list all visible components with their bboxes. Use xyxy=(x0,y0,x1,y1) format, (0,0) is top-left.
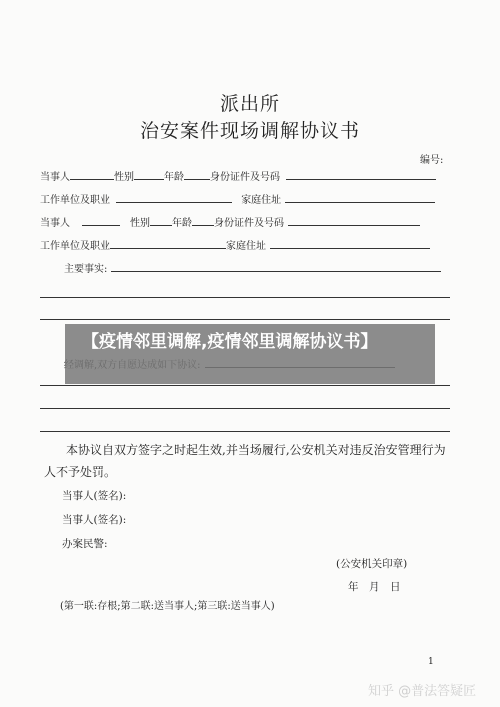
party2-age-label: 年龄 xyxy=(172,218,192,229)
party2-home-line xyxy=(270,239,430,249)
caption-text: 【疫情邻里调解,疫情邻里调解协议书】 xyxy=(82,332,378,352)
party2-home-label: 家庭住址 xyxy=(226,241,266,252)
facts-line-2 xyxy=(40,297,450,298)
party2-work-label: 工作单位及职业 xyxy=(40,241,110,252)
party2-id-line xyxy=(288,216,420,226)
party2-id-label: 身份证件及号码 xyxy=(214,218,284,229)
party2-work-line xyxy=(110,239,226,249)
date-label: 年 月 日 xyxy=(348,581,401,593)
agreement-line-3 xyxy=(40,408,450,409)
party1-name-line xyxy=(70,170,114,180)
station-title: 派出所 xyxy=(219,93,280,115)
effect-clause: 本协议自双方签字之时起生效,并当场履行,公安机关对违反治安管理行为人不予处罚。 xyxy=(44,443,446,479)
party2-row xyxy=(40,216,420,230)
party1-signature: 当事人(签名): xyxy=(62,490,127,502)
party1-work-line xyxy=(116,193,232,203)
facts-line-3 xyxy=(40,319,450,320)
party2-label: 当事人 xyxy=(40,218,70,229)
party1-work-row xyxy=(40,193,435,207)
party1-row xyxy=(40,170,436,184)
copies-note: (第一联:存根;第二联:送当事人;第三联:送当事人) xyxy=(60,601,275,612)
zhihu-watermark: 知乎 @普法答疑匠 xyxy=(368,684,477,699)
main-facts-label: 主要事实: xyxy=(64,264,108,275)
officer-signature: 办案民警: xyxy=(62,538,108,550)
page-number: 1 xyxy=(428,657,434,667)
party1-gender-line xyxy=(134,170,164,180)
party1-id-label: 身份证件及号码 xyxy=(210,172,280,183)
agreement-line-2 xyxy=(40,385,450,386)
serial-label: 编号: xyxy=(420,155,444,166)
party2-name-line xyxy=(82,216,120,226)
party1-work-label: 工作单位及职业 xyxy=(40,195,110,206)
document-title: 治安案件现场调解协议书 xyxy=(139,120,360,142)
party2-age-line xyxy=(192,216,214,226)
party1-gender-label: 性别 xyxy=(114,172,134,183)
main-facts-line xyxy=(111,262,441,272)
seal-label: (公安机关印章) xyxy=(336,558,408,570)
party2-work-row xyxy=(40,239,430,253)
party1-label: 当事人 xyxy=(40,172,70,183)
party2-gender-label: 性别 xyxy=(130,218,150,229)
agreement-line-4 xyxy=(40,431,450,432)
party1-home-line xyxy=(285,193,435,203)
party2-signature: 当事人(签名): xyxy=(62,514,127,526)
party1-id-line xyxy=(286,170,436,180)
party1-home-label: 家庭住址 xyxy=(241,195,282,206)
party1-age-label: 年龄 xyxy=(164,172,184,183)
main-facts-row xyxy=(64,262,441,276)
party1-age-line xyxy=(184,170,210,180)
party2-gender-line xyxy=(150,216,172,226)
